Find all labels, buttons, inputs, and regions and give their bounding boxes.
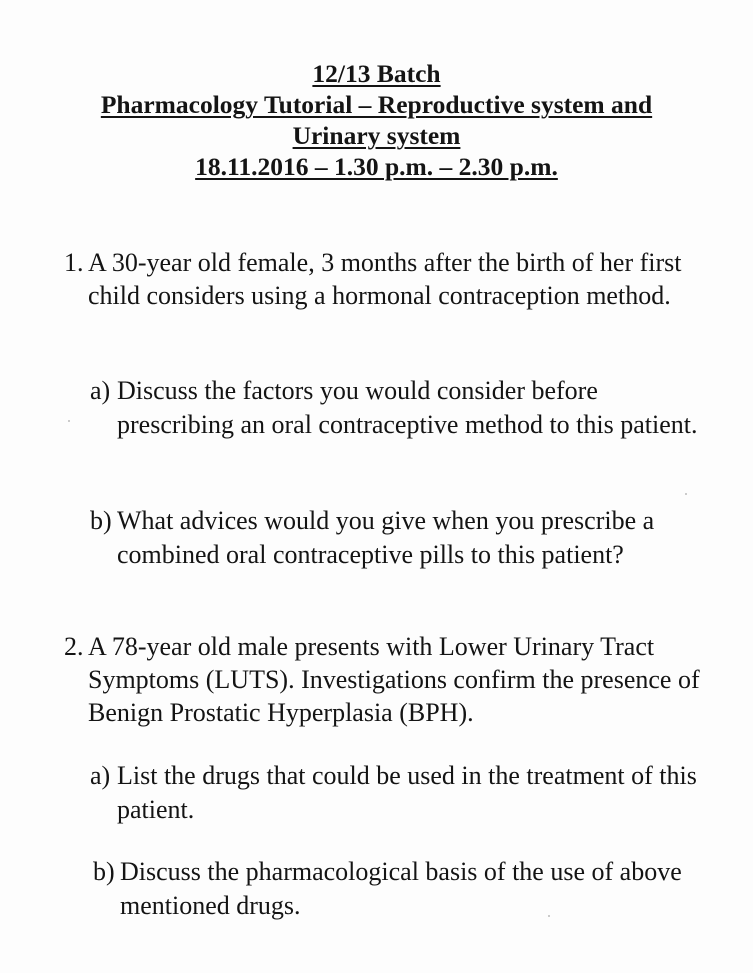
question-text: A 30-year old female, 3 months after the birth of her first child considers using a hormonal contraception method. <box>88 248 682 310</box>
question-2 <box>64 630 704 729</box>
part-label: a) <box>90 761 111 790</box>
document-header <box>0 58 753 182</box>
question-1-part-a <box>90 374 700 442</box>
part-label: b) <box>93 857 115 886</box>
question-1 <box>64 246 704 312</box>
question-number: 2. <box>64 632 84 661</box>
batch-title: 12/13 Batch <box>312 59 441 88</box>
part-label: a) <box>90 376 111 405</box>
tutorial-title: Pharmacology Tutorial – Reproductive system and <box>100 90 653 119</box>
question-text: A 78-year old male presents with Lower Urinary Tract Symptoms (LUTS). Investigations confirm the presence of Benign Prostatic Hyperplasia (BPH). <box>88 632 700 727</box>
part-text: Discuss the pharmacological basis of the use of above mentioned drugs. <box>120 857 682 920</box>
scan-speck <box>68 420 70 422</box>
question-2-part-a <box>90 759 705 827</box>
part-label: b) <box>90 506 112 535</box>
tutorial-subtitle: Urinary system <box>292 121 461 150</box>
scan-speck <box>685 493 687 495</box>
part-text: Discuss the factors you would consider before prescribing an oral contraceptive method to this patient. <box>117 376 698 439</box>
part-text: List the drugs that could be used in the treatment of this patient. <box>117 761 697 824</box>
scan-speck <box>548 915 550 917</box>
part-text: What advices would you give when you prescribe a combined oral contraceptive pills to this patient? <box>117 506 655 569</box>
session-date-time: 18.11.2016 – 1.30 p.m. – 2.30 p.m. <box>195 152 558 181</box>
question-1-part-b <box>90 504 705 572</box>
question-number: 1. <box>64 248 84 277</box>
question-2-part-b <box>93 855 703 923</box>
